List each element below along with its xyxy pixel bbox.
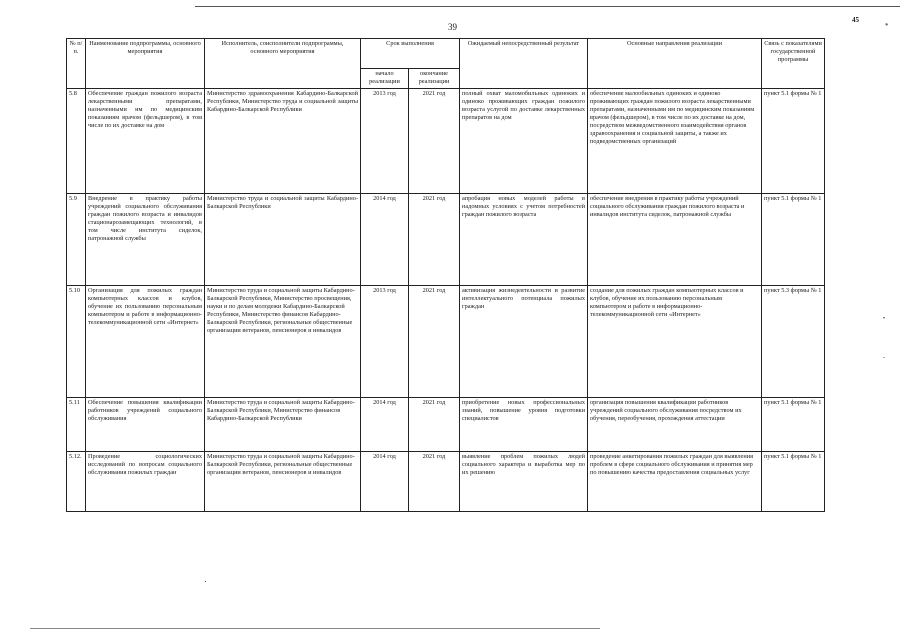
row-link: пункт 5.1 формы № 1 [762, 398, 825, 452]
row-executor: Министерство труда и социальной защиты Кабардино-Балкарской Республики, Министерство просвещения, науки и по делам молодежи Кабардино-Балкарской Республики, Министерство финансов Кабардино-Балкарской Республики, региональные общественные организации ветеранов, пенсионеров и инвалидов [205, 286, 361, 398]
row-num: 5.11 [67, 398, 86, 452]
row-name: Обеспечение повышения квалификации работников учреждений социального обслуживания [86, 398, 205, 452]
table-row [67, 398, 825, 452]
row-link: пункт 5.1 формы № 1 [762, 452, 825, 512]
row-directions: обеспечение малообильных одиноких и одиноко проживающих граждан пожилого возраста лекарственными препаратами, назначенными им по медицинским показаниям врачом (фельдшером), в том числе по их доставке на дом, посредством межведомственного взаимодействия органов здравоохранения и социальной защиты, а также их подведомственных организаций [588, 89, 762, 194]
row-start: 2013 год [361, 286, 409, 398]
row-result: апробация новых моделей работы в надомных условиях с учетом потребностей граждан пожилого возраста [460, 194, 588, 286]
corner-mark: * [885, 22, 889, 30]
row-end: 2021 год [409, 398, 460, 452]
row-executor: Министерство труда и социальной защиты Кабардино-Балкарской Республики, региональные общественные организации ветеранов, пенсионеров и инвалидов [205, 452, 361, 512]
header-term-start: начало реализации [361, 69, 409, 89]
row-num: 5.8 [67, 89, 86, 194]
row-num: 5.10 [67, 286, 86, 398]
scan-artifact-line [195, 6, 895, 7]
row-directions: проведение анкетирования пожилых граждан для выявления проблем в сфере социального обслуживания и принятия мер по повышению качества предоставления социальных услуг [588, 452, 762, 512]
scan-artifact-dot [205, 581, 206, 582]
activities-table [66, 38, 825, 512]
header-link: Связь с показателями государственной программы [762, 39, 825, 89]
corner-mark: 45 [852, 16, 859, 24]
row-name: Проведение социологических исследований по вопросам социального обслуживания пожилых граждан [86, 452, 205, 512]
header-executor: Исполнитель, соисполнители подпрограммы, основного мероприятия [205, 39, 361, 89]
row-result: выявление проблем пожилых людей социального характера и выработка мер по их решению [460, 452, 588, 512]
row-name: Внедрение в практику работы учреждений социального обслуживания граждан пожилого возраста и инвалидов стационарозамещающих технологий, в том числе института сиделок, патронажной службы [86, 194, 205, 286]
row-end: 2021 год [409, 194, 460, 286]
header-term: Срок выполнения [361, 39, 460, 69]
scan-artifact-mark: - [883, 355, 885, 361]
row-end: 2021 год [409, 286, 460, 398]
row-link: пункт 5.3 формы № 1 [762, 286, 825, 398]
row-directions: обеспечение внедрения в практику работы учреждений социального обслуживания граждан пожилого возраста и инвалидов института сиделок, патронажной службы [588, 194, 762, 286]
row-link: пункт 5.1 формы № 1 [762, 194, 825, 286]
row-result: приобретение новых профессиональных знаний, повышение уровня подготовки специалистов [460, 398, 588, 452]
header-name: Наименование подпрограммы, основного мероприятия [86, 39, 205, 89]
row-num: 5.12. [67, 452, 86, 512]
table-row [67, 286, 825, 398]
table-header-row [67, 39, 825, 69]
row-directions: создание для пожилых граждан компьютерных классов и клубов, обучение их пользованию персональным компьютером и работе в информационно-телекоммуникационной сети «Интернет» [588, 286, 762, 398]
row-executor: Министерство труда и социальной защиты Кабардино-Балкарской Республики, Министерство финансов Кабардино-Балкарской Республики [205, 398, 361, 452]
row-link: пункт 5.1 формы № 1 [762, 89, 825, 194]
row-start: 2014 год [361, 452, 409, 512]
table-row [67, 452, 825, 512]
row-directions: организация повышения квалификации работников учреждений социального обслуживания посредством их обучения, переобучения, прохождения аттестации [588, 398, 762, 452]
header-term-end: окончание реализации [409, 69, 460, 89]
row-num: 5.9 [67, 194, 86, 286]
row-result: активизация жизнедеятельности и развитие интеллектуального потенциала пожилых граждан [460, 286, 588, 398]
row-executor: Министерство труда и социальной защиты Кабардино-Балкарской Республики [205, 194, 361, 286]
row-end: 2021 год [409, 452, 460, 512]
row-start: 2014 год [361, 194, 409, 286]
row-result: полный охват маломобильных одиноких и одиноко проживающих граждан пожилого возраста услугой по доставке лекарственных препаратов на дом [460, 89, 588, 194]
table-row [67, 89, 825, 194]
scan-artifact-line [30, 628, 600, 629]
scan-artifact-mark: • [883, 316, 886, 322]
header-directions: Основные направления реализации [588, 39, 762, 89]
row-end: 2021 год [409, 89, 460, 194]
page-number: 39 [448, 22, 457, 32]
table-row [67, 194, 825, 286]
row-start: 2013 год [361, 89, 409, 194]
row-start: 2014 год [361, 398, 409, 452]
row-name: Обеспечение граждан пожилого возраста лекарственными препаратами, назначенными им по медицинским показаниям врачом (фельдшером), в том числе по их доставке на дом [86, 89, 205, 194]
scan-artifact-line [845, 6, 900, 7]
header-result: Ожидаемый непосредственный результат [460, 39, 588, 89]
row-executor: Министерство здравоохранения Кабардино-Балкарской Республики, Министерство труда и социальной защиты Кабардино-Балкарской Республики [205, 89, 361, 194]
row-name: Организация для пожилых граждан компьютерных классов и клубов, обучение их пользованию персональным компьютером и работе в информационно-телекоммуникационной сети «Интернет» [86, 286, 205, 398]
header-num: № п/п. [67, 39, 86, 89]
